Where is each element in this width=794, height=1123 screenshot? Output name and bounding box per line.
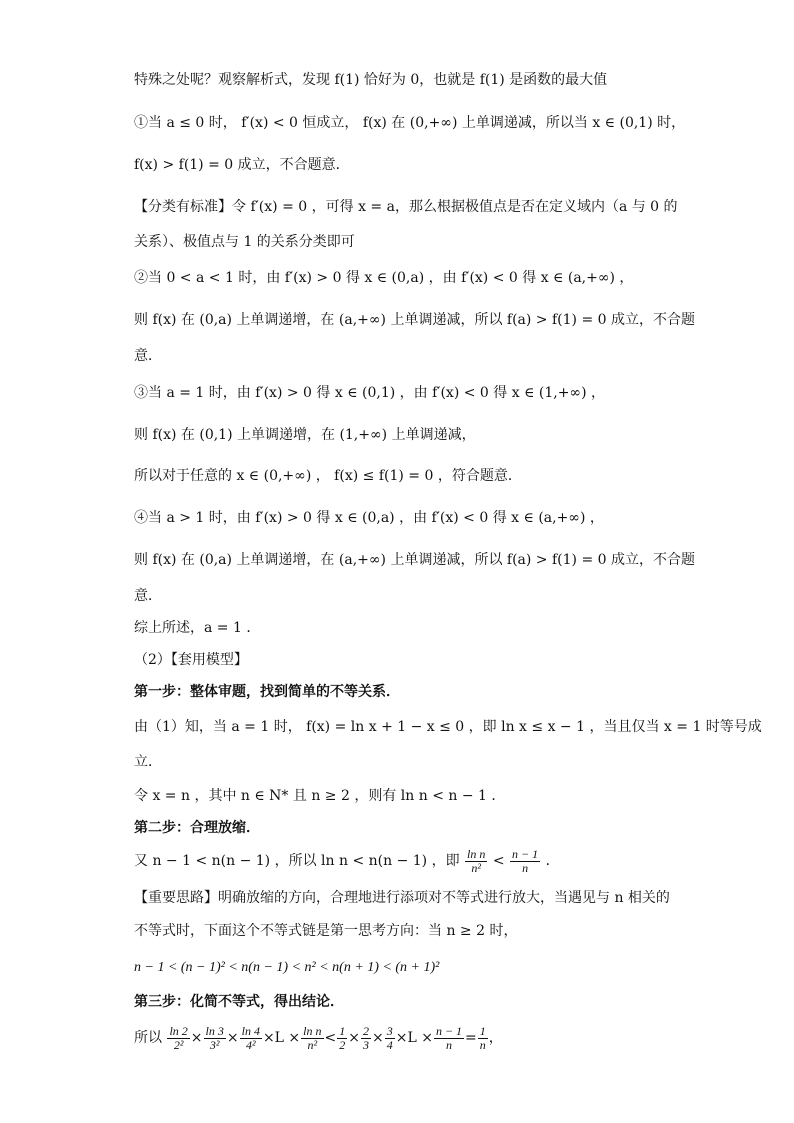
step-2-heading: 第二步：合理放缩． xyxy=(134,820,260,836)
fraction-2-3 xyxy=(361,1025,371,1052)
fraction-denominator: n xyxy=(479,1037,486,1052)
classification-note-cont: 关系）、极值点与 1 的关系分类即可 xyxy=(134,234,355,250)
case-3-line: ③当 a = 1 时，由 f′(x) > 0 得 x ∈ (0,1) ，由 f′(x) < 0 得 x ∈ (1,+∞) ， xyxy=(134,385,606,401)
step-1-line: 由（1）知，当 a = 1 时， f(x) = ln x + 1 − x ≤ 0 ，即 ln x ≤ x − 1 ，当且仅当 x = 1 时等号成 xyxy=(134,719,762,735)
case-2-end: 意． xyxy=(134,348,162,364)
fraction-denominator: n xyxy=(445,1037,452,1052)
case-1-line: ①当 a ≤ 0 时， f′(x) < 0 恒成立， f(x) 在 (0,+∞) 上单调递减，所以当 x ∈ (0,1) 时， xyxy=(134,115,686,131)
case-4-line: ④当 a > 1 时，由 f′(x) > 0 得 x ∈ (0,a) ，由 f′(x) < 0 得 x ∈ (a,+∞) ， xyxy=(134,510,604,526)
fraction-numerator: n − 1 xyxy=(435,1023,463,1038)
case-3-conclusion: 所以对于任意的 x ∈ (0,+∞) ， f(x) ≤ f(1) = 0 ，符合题意． xyxy=(134,468,522,484)
fraction-denominator: n² xyxy=(307,1037,318,1052)
fraction-ln3 xyxy=(204,1025,226,1052)
fraction-numerator: 1 xyxy=(479,1023,486,1038)
fraction-lnn xyxy=(301,1025,323,1052)
fraction-denominator: 4 xyxy=(386,1037,393,1052)
fraction-numerator: ln n xyxy=(303,1023,322,1038)
fraction-denominator: 2 xyxy=(339,1037,346,1052)
fraction-denominator: n xyxy=(522,860,529,875)
fraction-numerator: 3 xyxy=(386,1023,393,1038)
fraction-1-over-n xyxy=(478,1025,488,1052)
fraction-n-minus-1-over-n xyxy=(434,1025,464,1052)
final-product-line: 所以 $\frac{\ln 2}{\text{2²}}$ × $\frac{\ln 3}{\text{3²}}$ × $\frac{\ln 4}{\text{4²}}$ ×L × $\frac{\text{ln n}}{\text{n²}}$ < $\frac{1}{2}$ × $\frac{2}{3}$ × $\frac{3}{4}$ ×L × $\frac{n - 1}{n}$ = $\frac{1}{n}$ ， xyxy=(134,1023,503,1052)
inequality-chain: n − 1 < (n − 1)² < n(n − 1) < n² < n(n + 1) < (n + 1)² xyxy=(134,960,440,975)
fraction-numerator: ln 2 xyxy=(169,1023,188,1038)
fraction-numerator: n − 1 xyxy=(512,846,539,861)
fraction-ln4 xyxy=(240,1025,262,1052)
fraction-n-minus-1-over-n xyxy=(510,848,540,875)
sentence-end: ． xyxy=(545,853,560,869)
sentence-end: ， xyxy=(488,1030,503,1046)
fraction-denominator: 2² xyxy=(173,1037,184,1052)
summary-line: 综上所述，a = 1 ． xyxy=(134,620,261,636)
fraction-numerator: 1 xyxy=(339,1023,346,1038)
step-1-heading: 第一步：整体审题，找到简单的不等关系． xyxy=(134,684,400,700)
key-idea-note-cont: 不等式时，下面这个不等式链是第一思考方向：当 n ≥ 2 时， xyxy=(134,923,518,939)
substitution-line: 令 x = n ，其中 n ∈ N* 且 n ≥ 2 ，则有 ln n < n − 1 ． xyxy=(134,788,506,804)
part-2-heading: （2）【套用模型】 xyxy=(134,652,248,668)
scaling-text: 又 n − 1 < n(n − 1) ，所以 ln n < n(n − 1) ，即 xyxy=(134,853,460,869)
case-2-line: ②当 0 < a < 1 时，由 f′(x) > 0 得 x ∈ (0,a) ，由 f′(x) < 0 得 x ∈ (a,+∞) ， xyxy=(134,270,634,286)
ellipsis-times: ×L × xyxy=(262,1030,301,1046)
less-than-sign: < xyxy=(492,853,505,869)
fraction-denominator: n² xyxy=(471,860,481,875)
fraction-3-4 xyxy=(385,1025,395,1052)
fraction-ln2 xyxy=(167,1025,189,1052)
scaling-line xyxy=(134,846,664,876)
fraction-numerator: ln 4 xyxy=(241,1023,260,1038)
fraction-numerator: ln 3 xyxy=(205,1023,224,1038)
step-3-heading: 第三步：化简不等式，得出结论． xyxy=(134,994,344,1010)
fraction-denominator: 3² xyxy=(209,1037,220,1052)
ellipsis-times: ×L × xyxy=(395,1030,433,1046)
case-2-monotonic: 则 f(x) 在 (0,a) 上单调递增，在 (a,+∞) 上单调递减，所以 f(a) > f(1) = 0 成立，不合题 xyxy=(134,312,695,328)
case-4-monotonic: 则 f(x) 在 (0,a) 上单调递增，在 (a,+∞) 上单调递减，所以 f(a) > f(1) = 0 成立，不合题 xyxy=(134,552,695,568)
text-line-1: 特殊之处呢？观察解析式，发现 f(1) 恰好为 0，也就是 f(1) 是函数的最大值 xyxy=(134,72,608,88)
case-4-end: 意． xyxy=(134,588,162,604)
fraction-numerator: ln n xyxy=(467,846,486,861)
case-3-monotonic: 则 f(x) 在 (0,1) 上单调递增，在 (1,+∞) 上单调递减， xyxy=(134,427,476,443)
classification-note: 【分类有标准】令 f′(x) = 0 ，可得 x = a，那么根据极值点是否在定义域内（a 与 0 的 xyxy=(134,199,678,215)
step-1-end: 立． xyxy=(134,754,162,770)
fraction-denominator: 3 xyxy=(362,1037,369,1052)
fraction-1-2 xyxy=(337,1025,347,1052)
final-prefix: 所以 xyxy=(134,1030,162,1046)
fraction-ln-n-over-n-squared xyxy=(465,848,487,875)
fraction-numerator: 2 xyxy=(362,1023,369,1038)
fraction-denominator: 4² xyxy=(245,1037,256,1052)
case-1-conclusion: f(x) > f(1) = 0 成立，不合题意． xyxy=(134,157,350,173)
key-idea-note: 【重要思路】明确放缩的方向，合理地进行添项对不等式进行放大，当遇见与 n 相关的 xyxy=(134,890,670,906)
